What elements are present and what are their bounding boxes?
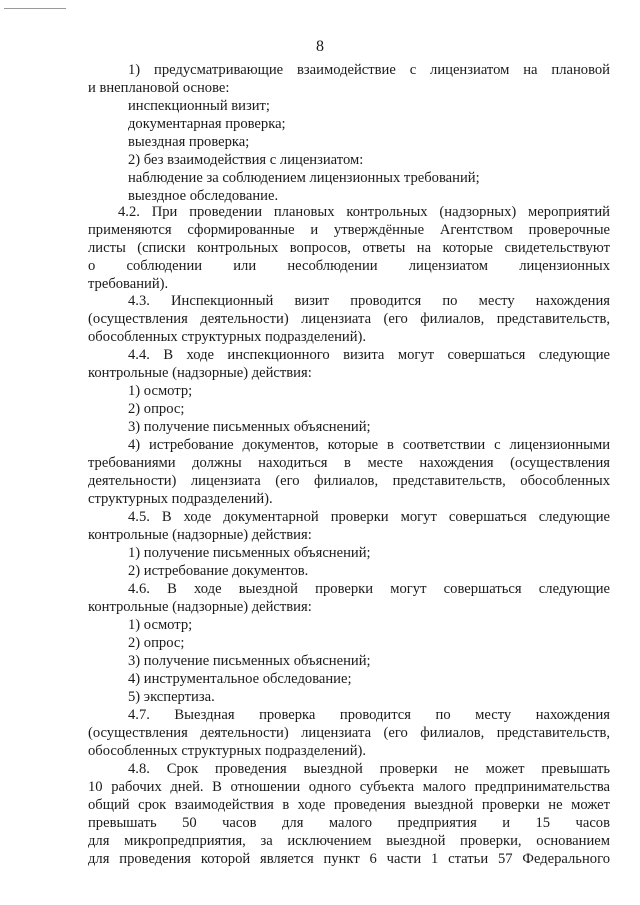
text-line: обособленных структурных подразделений).	[88, 329, 367, 345]
text-line: 4.3. Инспекционный визит проводится по месту нахождения	[128, 293, 610, 309]
text-line: 1) предусматривающие взаимодействие с лицензиатом на плановой	[128, 62, 610, 78]
text-line: 1) получение письменных объяснений;	[128, 545, 371, 561]
text-line: 10 рабочих дней. В отношении одного субъекта малого предпринимательства	[88, 779, 610, 795]
text-line: выездная проверка;	[128, 134, 250, 150]
text-line: превышать 50 часов для малого предприятия и 15 часов	[88, 815, 610, 831]
text-line: 4.5. В ходе документарной проверки могут совершаться следующие	[128, 509, 610, 525]
text-line: 4) инструментальное обследование;	[128, 671, 352, 687]
text-line: 4.4. В ходе инспекционного визита могут совершаться следующие	[128, 347, 610, 363]
text-line: 1) осмотр;	[128, 383, 193, 399]
text-line: о соблюдении или несоблюдении лицензиатом лицензионных	[88, 258, 610, 274]
text-line: наблюдение за соблюдением лицензионных требований;	[128, 170, 480, 186]
text-line: 2) опрос;	[128, 635, 185, 651]
text-line: контрольные (надзорные) действия:	[88, 365, 312, 381]
text-line: 4) истребование документов, которые в соответствии с лицензионными	[128, 437, 610, 453]
text-line: 3) получение письменных объяснений;	[128, 653, 371, 669]
text-line: для проведения которой является пункт 6 части 1 статьи 57 Федерального	[88, 851, 610, 867]
text-line: и внеплановой основе:	[88, 80, 230, 96]
text-line: 2) опрос;	[128, 401, 185, 417]
text-line: деятельности) лицензиата (его филиалов, представительств, обособленных	[88, 473, 610, 489]
text-line: 3) получение письменных объяснений;	[128, 419, 371, 435]
text-line: выездное обследование.	[128, 188, 279, 204]
text-line: применяются сформированные и утверждённые Агентством проверочные	[88, 222, 610, 238]
text-line: 4.6. В ходе выездной проверки могут совершаться следующие	[128, 581, 610, 597]
text-line: инспекционный визит;	[128, 98, 270, 114]
text-line: 2) истребование документов.	[128, 563, 309, 579]
text-line: (осуществления деятельности) лицензиата (его филиалов, представительств,	[88, 311, 610, 327]
text-line: 4.8. Срок проведения выездной проверки не может превышать	[128, 761, 610, 777]
text-line: контрольные (надзорные) действия:	[88, 599, 312, 615]
text-line: 5) экспертиза.	[128, 689, 215, 705]
text-line: требований).	[88, 276, 169, 292]
text-line: обособленных структурных подразделений).	[88, 743, 367, 759]
text-line: 4.2. При проведении плановых контрольных (надзорных) мероприятий	[118, 204, 610, 220]
text-line: общий срок взаимодействия в ходе проведения выездной проверки не может	[88, 797, 610, 813]
text-line: (осуществления деятельности) лицензиата (его филиалов, представительств,	[88, 725, 610, 741]
text-line: 1) осмотр;	[128, 617, 193, 633]
text-line: 4.7. Выездная проверка проводится по месту нахождения	[128, 707, 610, 723]
text-line: листы (списки контрольных вопросов, ответы на которые свидетельствуют	[88, 240, 610, 256]
text-line: 2) без взаимодействия с лицензиатом:	[128, 152, 364, 168]
text-line: требованиями должны находиться в месте нахождения (осуществления	[88, 455, 610, 471]
scan-edge-line	[4, 8, 66, 9]
text-line: структурных подразделений).	[88, 491, 273, 507]
text-line: контрольные (надзорные) действия:	[88, 527, 312, 543]
text-line: документарная проверка;	[128, 116, 286, 132]
page-number: 8	[316, 38, 324, 55]
text-line: для микропредприятия, за исключением выездной проверки, основанием	[88, 833, 610, 849]
